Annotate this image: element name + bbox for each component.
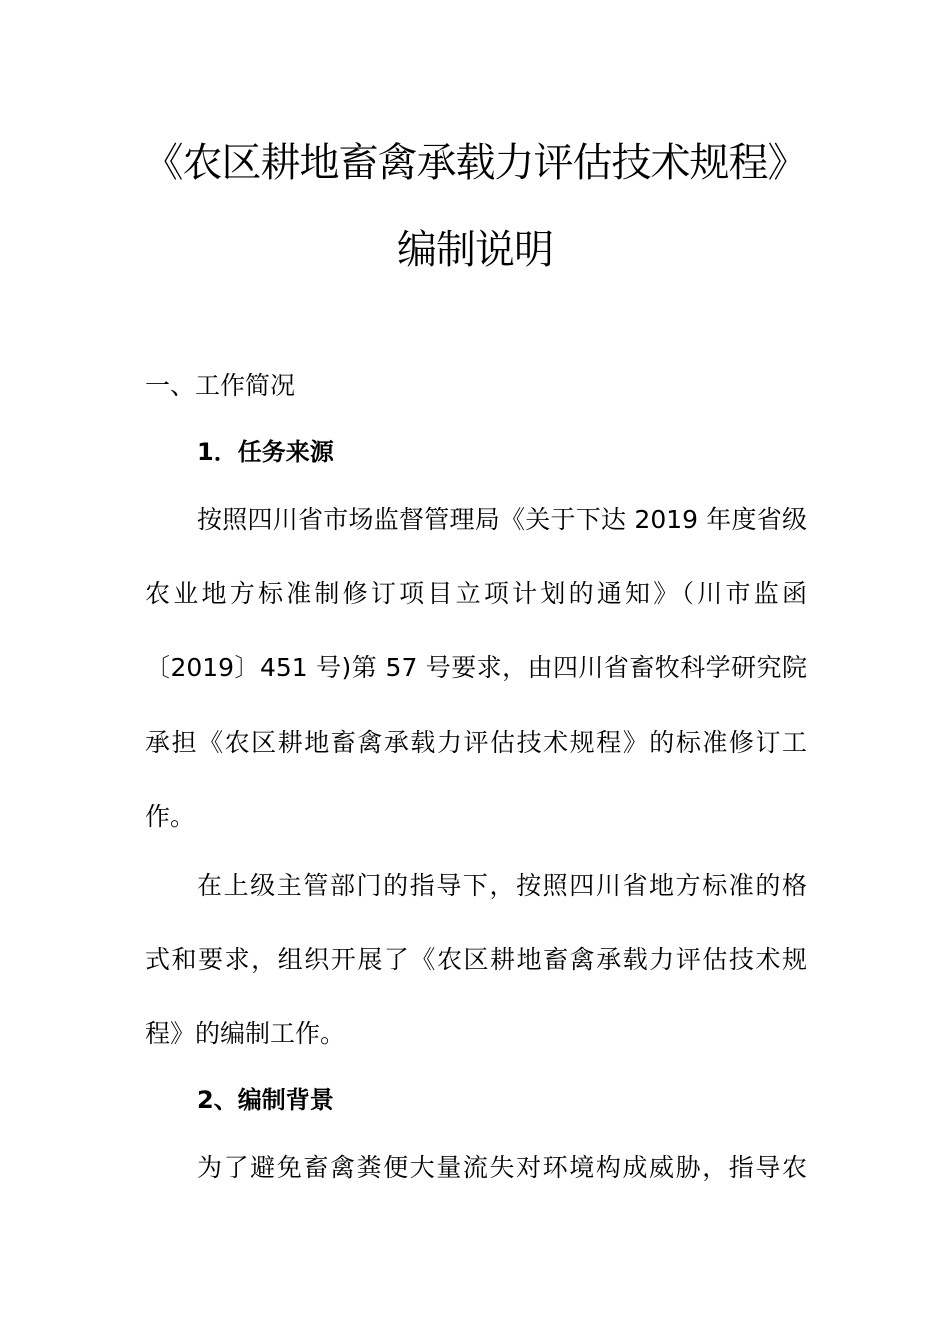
paragraph-line: 为了避免畜禽粪便大量流失对环境构成威胁，指导农 bbox=[197, 1153, 807, 1182]
paragraph-line: 承担《农区耕地畜禽承载力评估技术规程》的标准修订工 bbox=[145, 728, 807, 757]
paragraph-line: 〔2019〕451 号)第 57 号要求，由四川省畜牧科学研究院 bbox=[145, 653, 807, 682]
paragraph-line: 按照四川省市场监督管理局《关于下达 2019 年度省级 bbox=[197, 505, 807, 534]
document-subtitle: 编制说明 bbox=[397, 227, 553, 273]
subsection-heading-task-source: 1．任务来源 bbox=[197, 438, 334, 466]
paragraph-line: 作。 bbox=[145, 802, 196, 831]
document-title: 《农区耕地畜禽承载力评估技术规程》 bbox=[143, 140, 807, 186]
section-heading-work-overview: 一、工作简况 bbox=[145, 371, 296, 400]
paragraph-line: 农业地方标准制修订项目立项计划的通知》（川市监函 bbox=[145, 579, 807, 608]
paragraph-line: 程》的编制工作。 bbox=[145, 1019, 346, 1048]
subsection-heading-background: 2、编制背景 bbox=[197, 1086, 334, 1114]
paragraph-line: 式和要求，组织开展了《农区耕地畜禽承载力评估技术规 bbox=[145, 945, 807, 974]
paragraph-line: 在上级主管部门的指导下，按照四川省地方标准的格 bbox=[197, 871, 807, 900]
